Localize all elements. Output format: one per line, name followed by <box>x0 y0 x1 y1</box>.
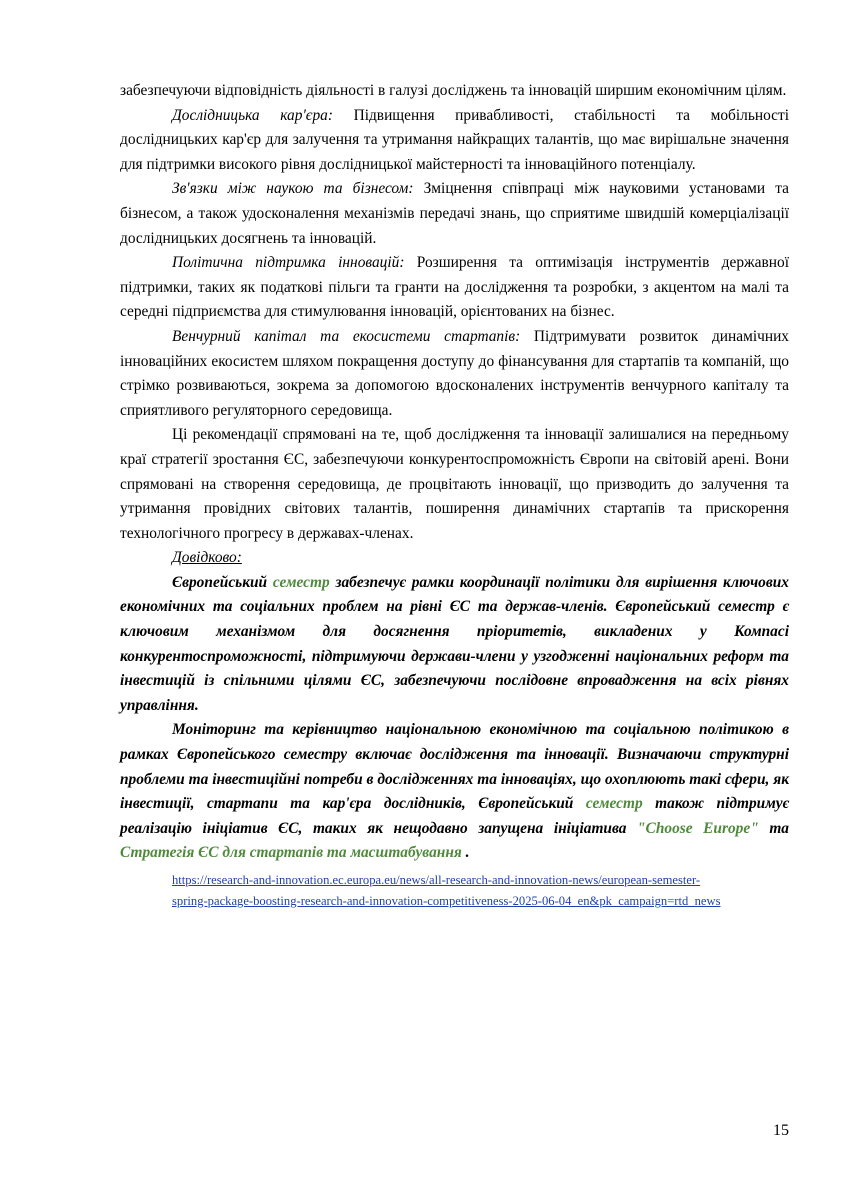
page-number: 15 <box>773 1122 789 1139</box>
choose-europe-link[interactable]: "Choose Europe" <box>637 819 759 837</box>
paragraph-lead: Дослідницька кар'єра: <box>172 106 333 124</box>
paragraph-lead: Політична підтримка інновацій: <box>172 254 405 272</box>
semester-link[interactable]: семестр <box>272 573 330 591</box>
paragraph-text: забезпечуючи відповідність діяльності в галузі досліджень та інновацій ширшим економічним цілям. <box>120 82 787 99</box>
paragraph-text: Зміцнення співпраці між науковими установами та бізнесом, а також удосконалення механізмів передачі знань, що сприятиме швидшій комерціалізації дослідницьких досягнень та інновацій. <box>120 180 789 247</box>
note-text: Європейський <box>172 573 273 591</box>
note-text: та <box>758 819 790 837</box>
paragraph-research-careers <box>120 104 789 178</box>
paragraph-conclusion <box>120 423 789 546</box>
paragraph-science-business <box>120 177 789 251</box>
startup-strategy-link[interactable]: Стратегія ЄС для стартапів та масштабування <box>120 844 462 862</box>
note-text: забезпечує рамки координації політики для вирішення ключових економічних та соціальних проблем на рівні ЄС та держав-членів. Європейський семестр є ключовим механізмом для досягнення пріоритетів, викладених у Компасі конкурентоспроможності, підтримуючи держави-члени у узгодженні національних реформ та інвестицій із спільними цілями ЄС, забезпечуючи послідовне впровадження на всіх рівнях управління. <box>120 573 789 714</box>
paragraph-lead: Зв'язки між наукою та бізнесом: <box>172 180 414 198</box>
paragraph-continuation <box>120 79 789 104</box>
semester-link[interactable]: семестр <box>585 795 643 813</box>
note-heading-paragraph <box>120 546 789 571</box>
note-text: Моніторинг та керівництво національною економічною та соціальною політикою в рамках Європейського семестру включає дослідження та інновації. Визначаючи структурні проблеми та інвестиційні потреби в дослідженнях та інноваціях, що охоплюють такі сфери, як інвестиції, стартапи та кар'єра дослідників, Європейський <box>120 721 789 813</box>
note-text: також підтримує реалізацію ініціатив ЄС, таких як нещодавно запущена ініціатива <box>120 795 789 837</box>
source-link-block <box>120 870 789 912</box>
paragraph-policy-support <box>120 251 789 325</box>
document-body <box>120 79 789 912</box>
source-url-line-1: https://research-and-innovation.ec.europa.eu/news/all-research-and-innovation-news/european-semester- <box>172 873 701 887</box>
paragraph-venture-capital <box>120 325 789 423</box>
paragraph-text: Підвищення привабливості, стабільності та мобільності дослідницьких кар'єр для залучення та утримання найкращих талантів, що має вирішальне значення для підтримки високого рівня дослідницької майстерності та інноваційного потенціалу. <box>120 106 789 173</box>
source-url-link[interactable] <box>172 873 720 908</box>
note-paragraph-2 <box>120 718 789 866</box>
paragraph-text: Ці рекомендації спрямовані на те, щоб дослідження та інновації залишалися на передньому краї стратегії зростання ЄС, забезпечуючи конкурентоспроможність Європи на світовій арені. Вони спрямовані на створення середовища, де процвітають інновації, що призводить до залучення та утримання провідних світових талантів, поширення динамічних стартапів та прискорення технологічного прогресу в державах-членах. <box>120 426 789 542</box>
paragraph-lead: Венчурний капітал та екосистеми стартапів: <box>172 327 521 345</box>
source-url-line-2: spring-package-boosting-research-and-innovation-competitiveness-2025-06-04_en&pk_campaign=rtd_news <box>172 894 721 908</box>
paragraph-text: Підтримувати розвиток динамічних інноваційних екосистем шляхом покращення доступу до фінансування для стартапів та компаній, що стрімко розвиваються, зокрема за допомогою вдосконалених інструментів венчурного капіталу та сприятливого регуляторного середовища. <box>120 327 790 419</box>
note-text: . <box>461 844 470 862</box>
note-paragraph-1 <box>120 571 789 719</box>
paragraph-text: Розширення та оптимізація інструментів державної підтримки, таких як податкові пільги та гранти на дослідження та розробки, з акцентом на малі та середні підприємства для стимулювання інновацій, орієнтованих на бізнес. <box>120 254 789 321</box>
note-heading: Довідково: <box>172 549 242 567</box>
